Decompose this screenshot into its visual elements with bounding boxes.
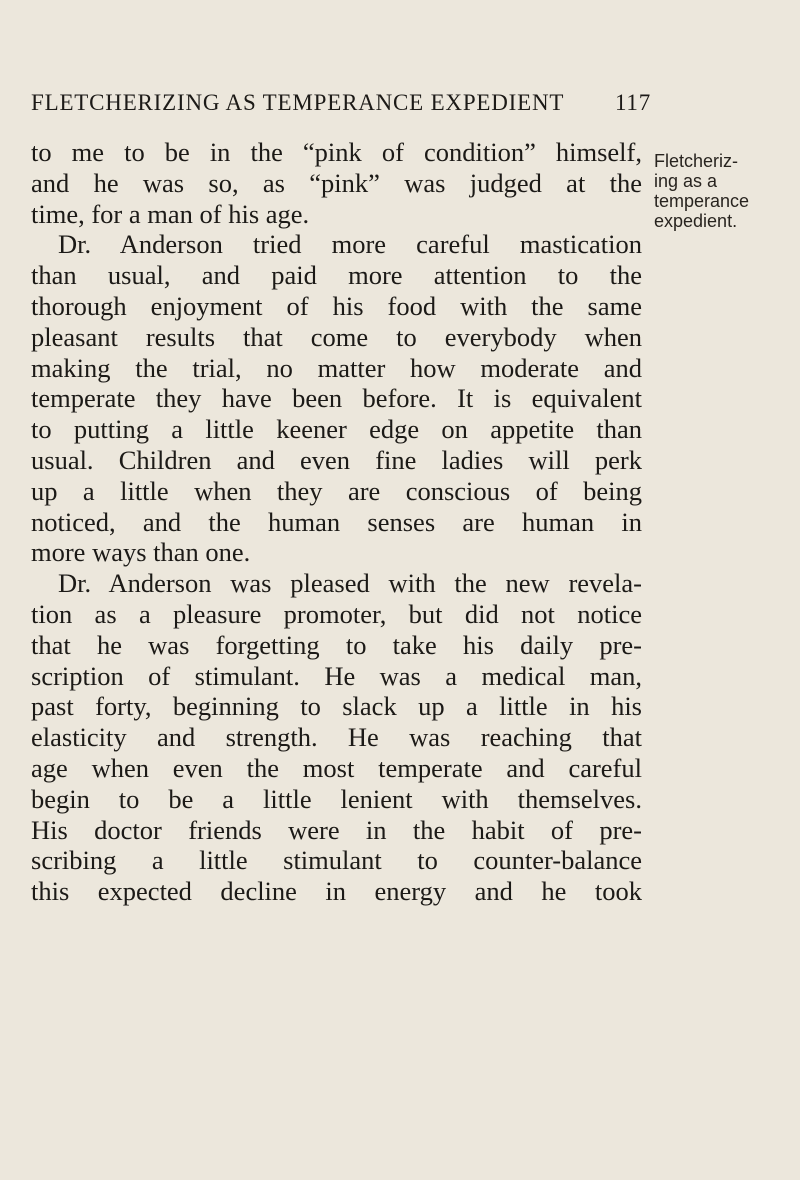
text-line: begin to be a little lenient with themselves. — [31, 783, 642, 814]
page-number: 117 — [614, 90, 651, 115]
margin-note — [654, 151, 796, 231]
running-head — [31, 90, 651, 122]
text-line: elasticity and strength. He was reaching that — [31, 722, 642, 753]
margin-note-line: Fletcheriz- — [654, 151, 739, 171]
text-line: to putting a little keener edge on appetite than — [31, 414, 642, 445]
text-line: past forty, beginning to slack up a little in his — [31, 691, 642, 722]
text-line: scribing a little stimulant to counter-balance — [31, 845, 642, 876]
text-line: Dr. Anderson tried more careful mastication — [58, 229, 642, 260]
text-line: that he was forgetting to take his daily pre- — [31, 629, 642, 660]
text-line: Dr. Anderson was pleased with the new revela- — [58, 568, 642, 599]
text-line: to me to be in the “pink of condition” himself, — [31, 137, 642, 167]
text-line: His doctor friends were in the habit of pre- — [31, 814, 642, 845]
text-line: scription of stimulant. He was a medical man, — [31, 660, 642, 691]
text-line: this expected decline in energy and he took — [31, 876, 642, 907]
text-line: thorough enjoyment of his food with the same — [31, 290, 642, 321]
text-line: pleasant results that come to everybody when — [31, 321, 642, 352]
text-line: usual. Children and even fine ladies will perk — [31, 444, 642, 475]
text-line: and he was so, as “pink” was judged at the — [31, 167, 642, 198]
text-line: noticed, and the human senses are human in — [31, 506, 642, 537]
margin-note-line: ing as a — [654, 171, 718, 191]
text-line: age when even the most temperate and careful — [31, 752, 642, 783]
margin-note-line: expedient. — [654, 211, 738, 231]
text-line: making the trial, no matter how moderate and — [31, 352, 642, 383]
text-line: time, for a man of his age. — [31, 198, 310, 229]
text-line: up a little when they are conscious of being — [31, 475, 642, 506]
text-line: tion as a pleasure promoter, but did not notice — [31, 598, 642, 629]
body-text — [31, 137, 642, 907]
text-line: than usual, and paid more attention to the — [31, 260, 642, 291]
margin-note-line: temperance — [654, 191, 750, 211]
text-line: more ways than one. — [31, 537, 251, 568]
text-line: temperate they have been before. It is equivalent — [31, 383, 642, 414]
running-title: FLETCHERIZING AS TEMPERANCE EXPEDIENT — [31, 90, 565, 115]
